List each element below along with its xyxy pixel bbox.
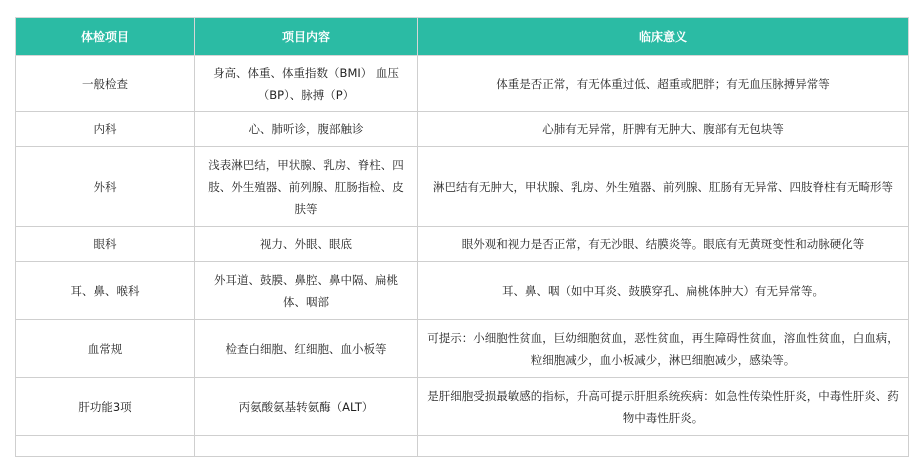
table-row: [16, 56, 909, 112]
header-content: 项目内容: [195, 18, 418, 56]
cell-item: 内科: [16, 112, 195, 147]
table-row: [16, 147, 909, 227]
cell-item: 耳、鼻、喉科: [16, 262, 195, 320]
cell-meaning: 心肺有无异常，肝脾有无肿大、腹部有无包块等: [418, 112, 909, 147]
cell-item: 眼科: [16, 227, 195, 262]
table-row: [16, 378, 909, 436]
exam-table-container: [15, 17, 908, 457]
table-row: [16, 262, 909, 320]
table-row: [16, 320, 909, 378]
cell-meaning: [418, 436, 909, 457]
cell-meaning: 耳、鼻、咽（如中耳炎、鼓膜穿孔、扁桃体肿大）有无异常等。: [418, 262, 909, 320]
cell-item: 外科: [16, 147, 195, 227]
cell-content: 浅表淋巴结，甲状腺、乳房、脊柱、四肢、外生殖器、前列腺、肛肠指检、皮肤等: [195, 147, 418, 227]
header-meaning: 临床意义: [418, 18, 909, 56]
cell-item: 血常规: [16, 320, 195, 378]
cell-content: 检查白细胞、红细胞、血小板等: [195, 320, 418, 378]
cell-content: 身高、体重、体重指数（BMI） 血压（BP）、脉搏（P）: [195, 56, 418, 112]
cell-content: 心、肺听诊，腹部触诊: [195, 112, 418, 147]
cell-item: 一般检查: [16, 56, 195, 112]
cell-meaning: 体重是否正常，有无体重过低、超重或肥胖；有无血压脉搏异常等: [418, 56, 909, 112]
cell-content: 外耳道、鼓膜、鼻腔、鼻中隔、扁桃体、咽部: [195, 262, 418, 320]
exam-table: [15, 17, 909, 457]
table-row: [16, 112, 909, 147]
table-header-row: [16, 18, 909, 56]
cell-meaning: 是肝细胞受损最敏感的指标，升高可提示肝胆系统疾病：如急性传染性肝炎，中毒性肝炎、药物中毒性肝炎。: [418, 378, 909, 436]
table-row: [16, 436, 909, 457]
cell-meaning: 眼外观和视力是否正常，有无沙眼、结膜炎等。眼底有无黄斑变性和动脉硬化等: [418, 227, 909, 262]
cell-content: 丙氨酸氨基转氨酶（ALT）: [195, 378, 418, 436]
cell-item: [16, 436, 195, 457]
cell-content: 视力、外眼、眼底: [195, 227, 418, 262]
cell-meaning: 淋巴结有无肿大，甲状腺、乳房、外生殖器、前列腺、肛肠有无异常、四肢脊柱有无畸形等: [418, 147, 909, 227]
table-row: [16, 227, 909, 262]
header-item: 体检项目: [16, 18, 195, 56]
cell-content: [195, 436, 418, 457]
cell-meaning: 可提示：小细胞性贫血，巨幼细胞贫血，恶性贫血，再生障碍性贫血，溶血性贫血，白血病，粒细胞减少，血小板减少，淋巴细胞减少，感染等。: [418, 320, 909, 378]
cell-item: 肝功能3项: [16, 378, 195, 436]
